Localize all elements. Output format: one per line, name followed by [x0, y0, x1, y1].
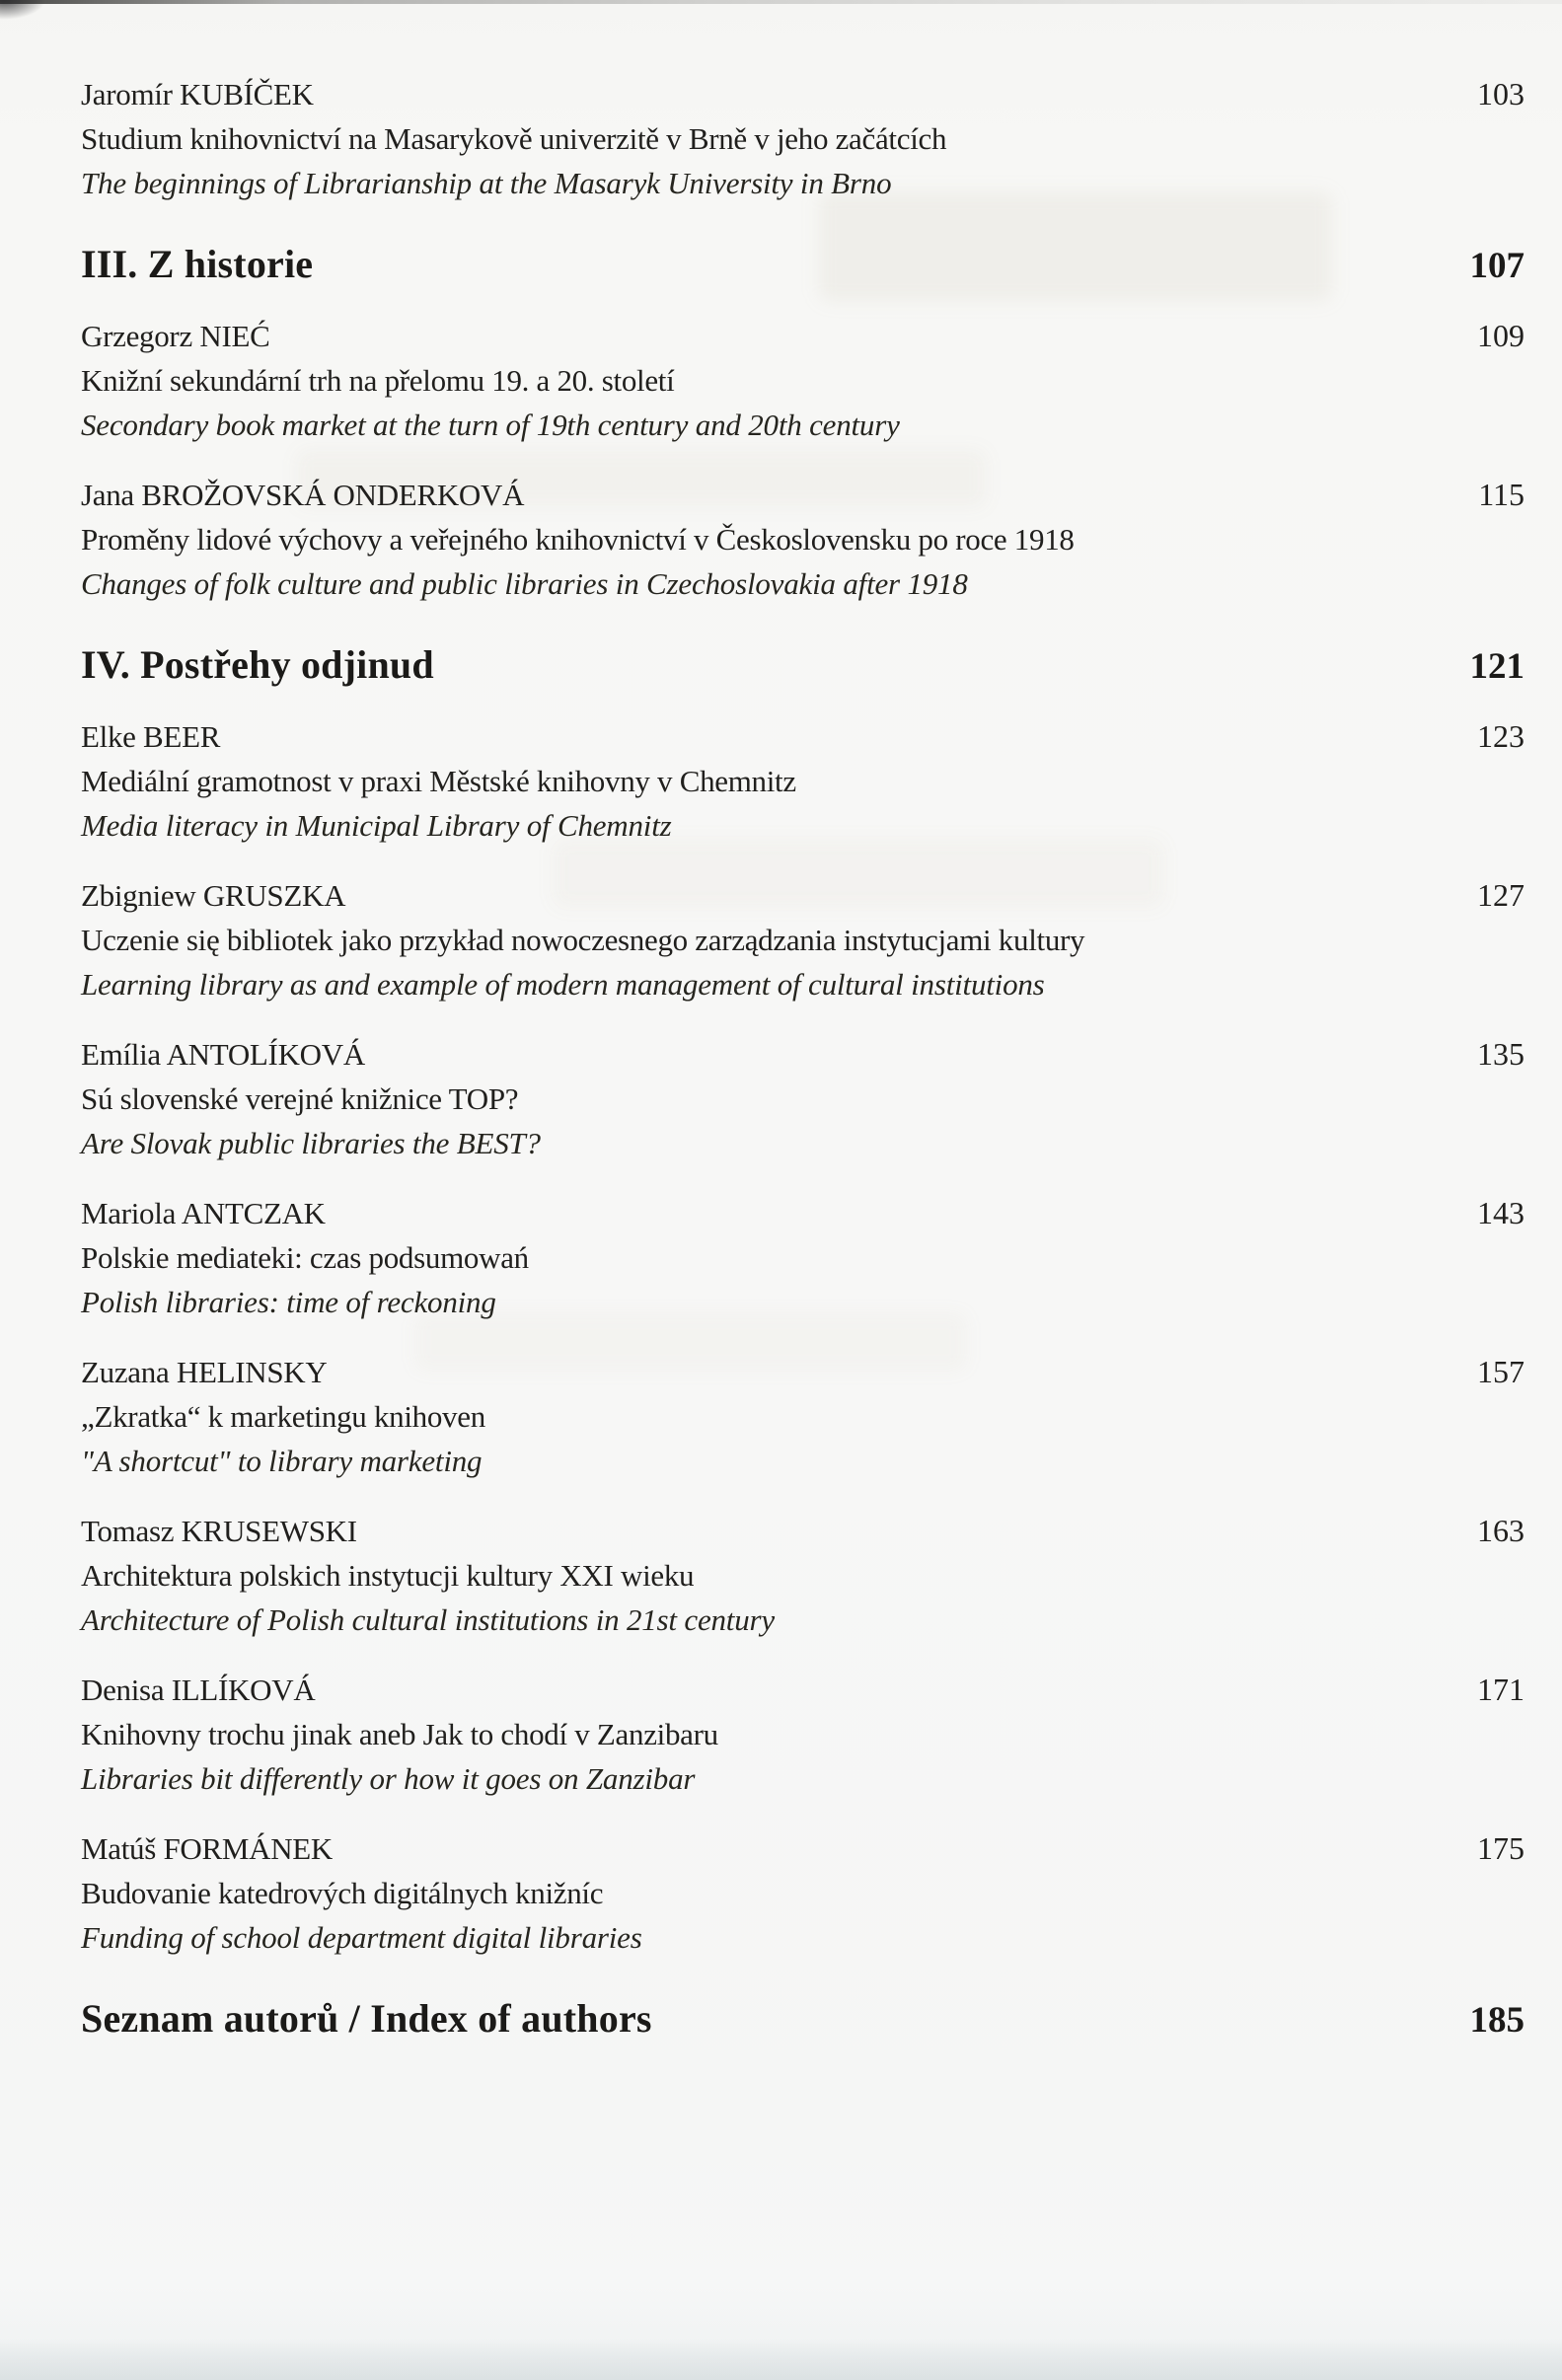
- entry-title: Uczenie się bibliotek jako przykład nowoczesnego zarządzania instytucjami kultury: [81, 923, 1085, 957]
- toc-list: [81, 72, 1525, 2068]
- author-name: Jaromír KUBÍČEK: [81, 77, 314, 112]
- toc-section-heading: [81, 239, 1525, 292]
- page-number: 143: [1477, 1195, 1525, 1230]
- author-name: Zbigniew GRUSZKA: [81, 878, 346, 913]
- section-page-number: 185: [1469, 2000, 1525, 2041]
- page-number: 175: [1477, 1830, 1525, 1866]
- page-number: 171: [1477, 1672, 1525, 1707]
- toc-entry-author-row: [81, 714, 1525, 759]
- entry-title: Polskie mediateki: czas podsumowań: [81, 1240, 529, 1275]
- author-name: Elke BEER: [81, 719, 221, 754]
- section-page-number: 121: [1469, 646, 1525, 687]
- toc-entry: [81, 1509, 1525, 1642]
- toc-entry-author-row: [81, 1826, 1525, 1871]
- section-page-number: 107: [1469, 246, 1525, 286]
- toc-entry-author-row: [81, 1509, 1525, 1553]
- entry-title: Knižní sekundární trh na přelomu 19. a 20. století: [81, 363, 675, 398]
- entry-title: Mediální gramotnost v praxi Městské knihovny v Chemnitz: [81, 764, 796, 798]
- toc-entry: [81, 473, 1525, 606]
- author-name: Emília ANTOLÍKOVÁ: [81, 1037, 365, 1072]
- entry-title-translation: Learning library as and example of modern management of cultural institutions: [81, 967, 1045, 1002]
- toc-section-row: [81, 239, 1525, 292]
- section-heading-label: IV. Postřehy odjinud: [81, 642, 434, 687]
- page-number: 163: [1477, 1513, 1525, 1548]
- author-name: Zuzana HELINSKY: [81, 1355, 328, 1389]
- toc-entry: [81, 1350, 1525, 1483]
- toc-section-row: [81, 639, 1525, 693]
- page-number: 109: [1477, 318, 1525, 353]
- entry-title: Architektura polskich instytucji kultury XXI wieku: [81, 1558, 695, 1593]
- entry-title: Knihovny trochu jinak aneb Jak to chodí v Zanzibaru: [81, 1717, 718, 1751]
- entry-title-translation: Changes of folk culture and public libraries in Czechoslovakia after 1918: [81, 566, 968, 601]
- entry-title-translation: The beginnings of Librarianship at the Masaryk University in Brno: [81, 166, 892, 200]
- entry-title-translation: Are Slovak public libraries the BEST?: [81, 1126, 541, 1160]
- toc-entry: [81, 1191, 1525, 1324]
- entry-title-translation: Architecture of Polish cultural institutions in 21st century: [81, 1602, 775, 1637]
- author-name: Grzegorz NIEĆ: [81, 319, 270, 353]
- toc-entry-author-row: [81, 1668, 1525, 1712]
- entry-title: Studium knihovnictví na Masarykově univerzitě v Brně v jeho začátcích: [81, 121, 947, 156]
- toc-section-heading: [81, 639, 1525, 693]
- toc-entry-author-row: [81, 314, 1525, 358]
- entry-title-translation: Media literacy in Municipal Library of Chemnitz: [81, 808, 672, 843]
- section-heading-label: Seznam autorů / Index of authors: [81, 1996, 652, 2041]
- page-number: 123: [1477, 718, 1525, 754]
- toc-entry-author-row: [81, 1191, 1525, 1235]
- page-number: 127: [1477, 877, 1525, 913]
- toc-entry-author-row: [81, 1350, 1525, 1394]
- entry-title: Budovanie katedrových digitálnych knižníc: [81, 1876, 604, 1910]
- toc-entry-author-row: [81, 473, 1525, 517]
- toc-entry: [81, 72, 1525, 205]
- entry-title: Proměny lidové výchovy a veřejného knihovnictví v Československu po roce 1918: [81, 522, 1075, 557]
- page-number: 103: [1477, 76, 1525, 112]
- toc-entry: [81, 714, 1525, 848]
- author-name: Mariola ANTCZAK: [81, 1196, 326, 1230]
- section-heading-label: III. Z historie: [81, 242, 314, 286]
- page-number: 157: [1477, 1354, 1525, 1389]
- author-name: Matúš FORMÁNEK: [81, 1831, 334, 1866]
- entry-title: „Zkratka“ k marketingu knihoven: [81, 1399, 485, 1434]
- author-name: Denisa ILLÍKOVÁ: [81, 1673, 316, 1707]
- entry-title: Sú slovenské verejné knižnice TOP?: [81, 1081, 519, 1116]
- author-name: Jana BROŽOVSKÁ ONDERKOVÁ: [81, 478, 525, 512]
- toc-entry: [81, 1032, 1525, 1165]
- toc-section-heading: [81, 1993, 1525, 2046]
- entry-title-translation: Polish libraries: time of reckoning: [81, 1285, 496, 1319]
- toc-section-row: [81, 1993, 1525, 2046]
- toc-entry-author-row: [81, 1032, 1525, 1077]
- toc-entry: [81, 314, 1525, 447]
- entry-title-translation: "A shortcut" to library marketing: [81, 1444, 483, 1478]
- entry-title-translation: Secondary book market at the turn of 19th century and 20th century: [81, 408, 900, 442]
- toc-entry-author-row: [81, 873, 1525, 918]
- page-number: 115: [1478, 477, 1525, 512]
- toc-entry: [81, 1826, 1525, 1960]
- entry-title-translation: Funding of school department digital libraries: [81, 1920, 642, 1955]
- entry-title-translation: Libraries bit differently or how it goes on Zanzibar: [81, 1761, 696, 1796]
- toc-entry-author-row: [81, 72, 1525, 116]
- toc-entry: [81, 873, 1525, 1006]
- page-number: 135: [1477, 1036, 1525, 1072]
- author-name: Tomasz KRUSEWSKI: [81, 1514, 357, 1548]
- toc-entry: [81, 1668, 1525, 1801]
